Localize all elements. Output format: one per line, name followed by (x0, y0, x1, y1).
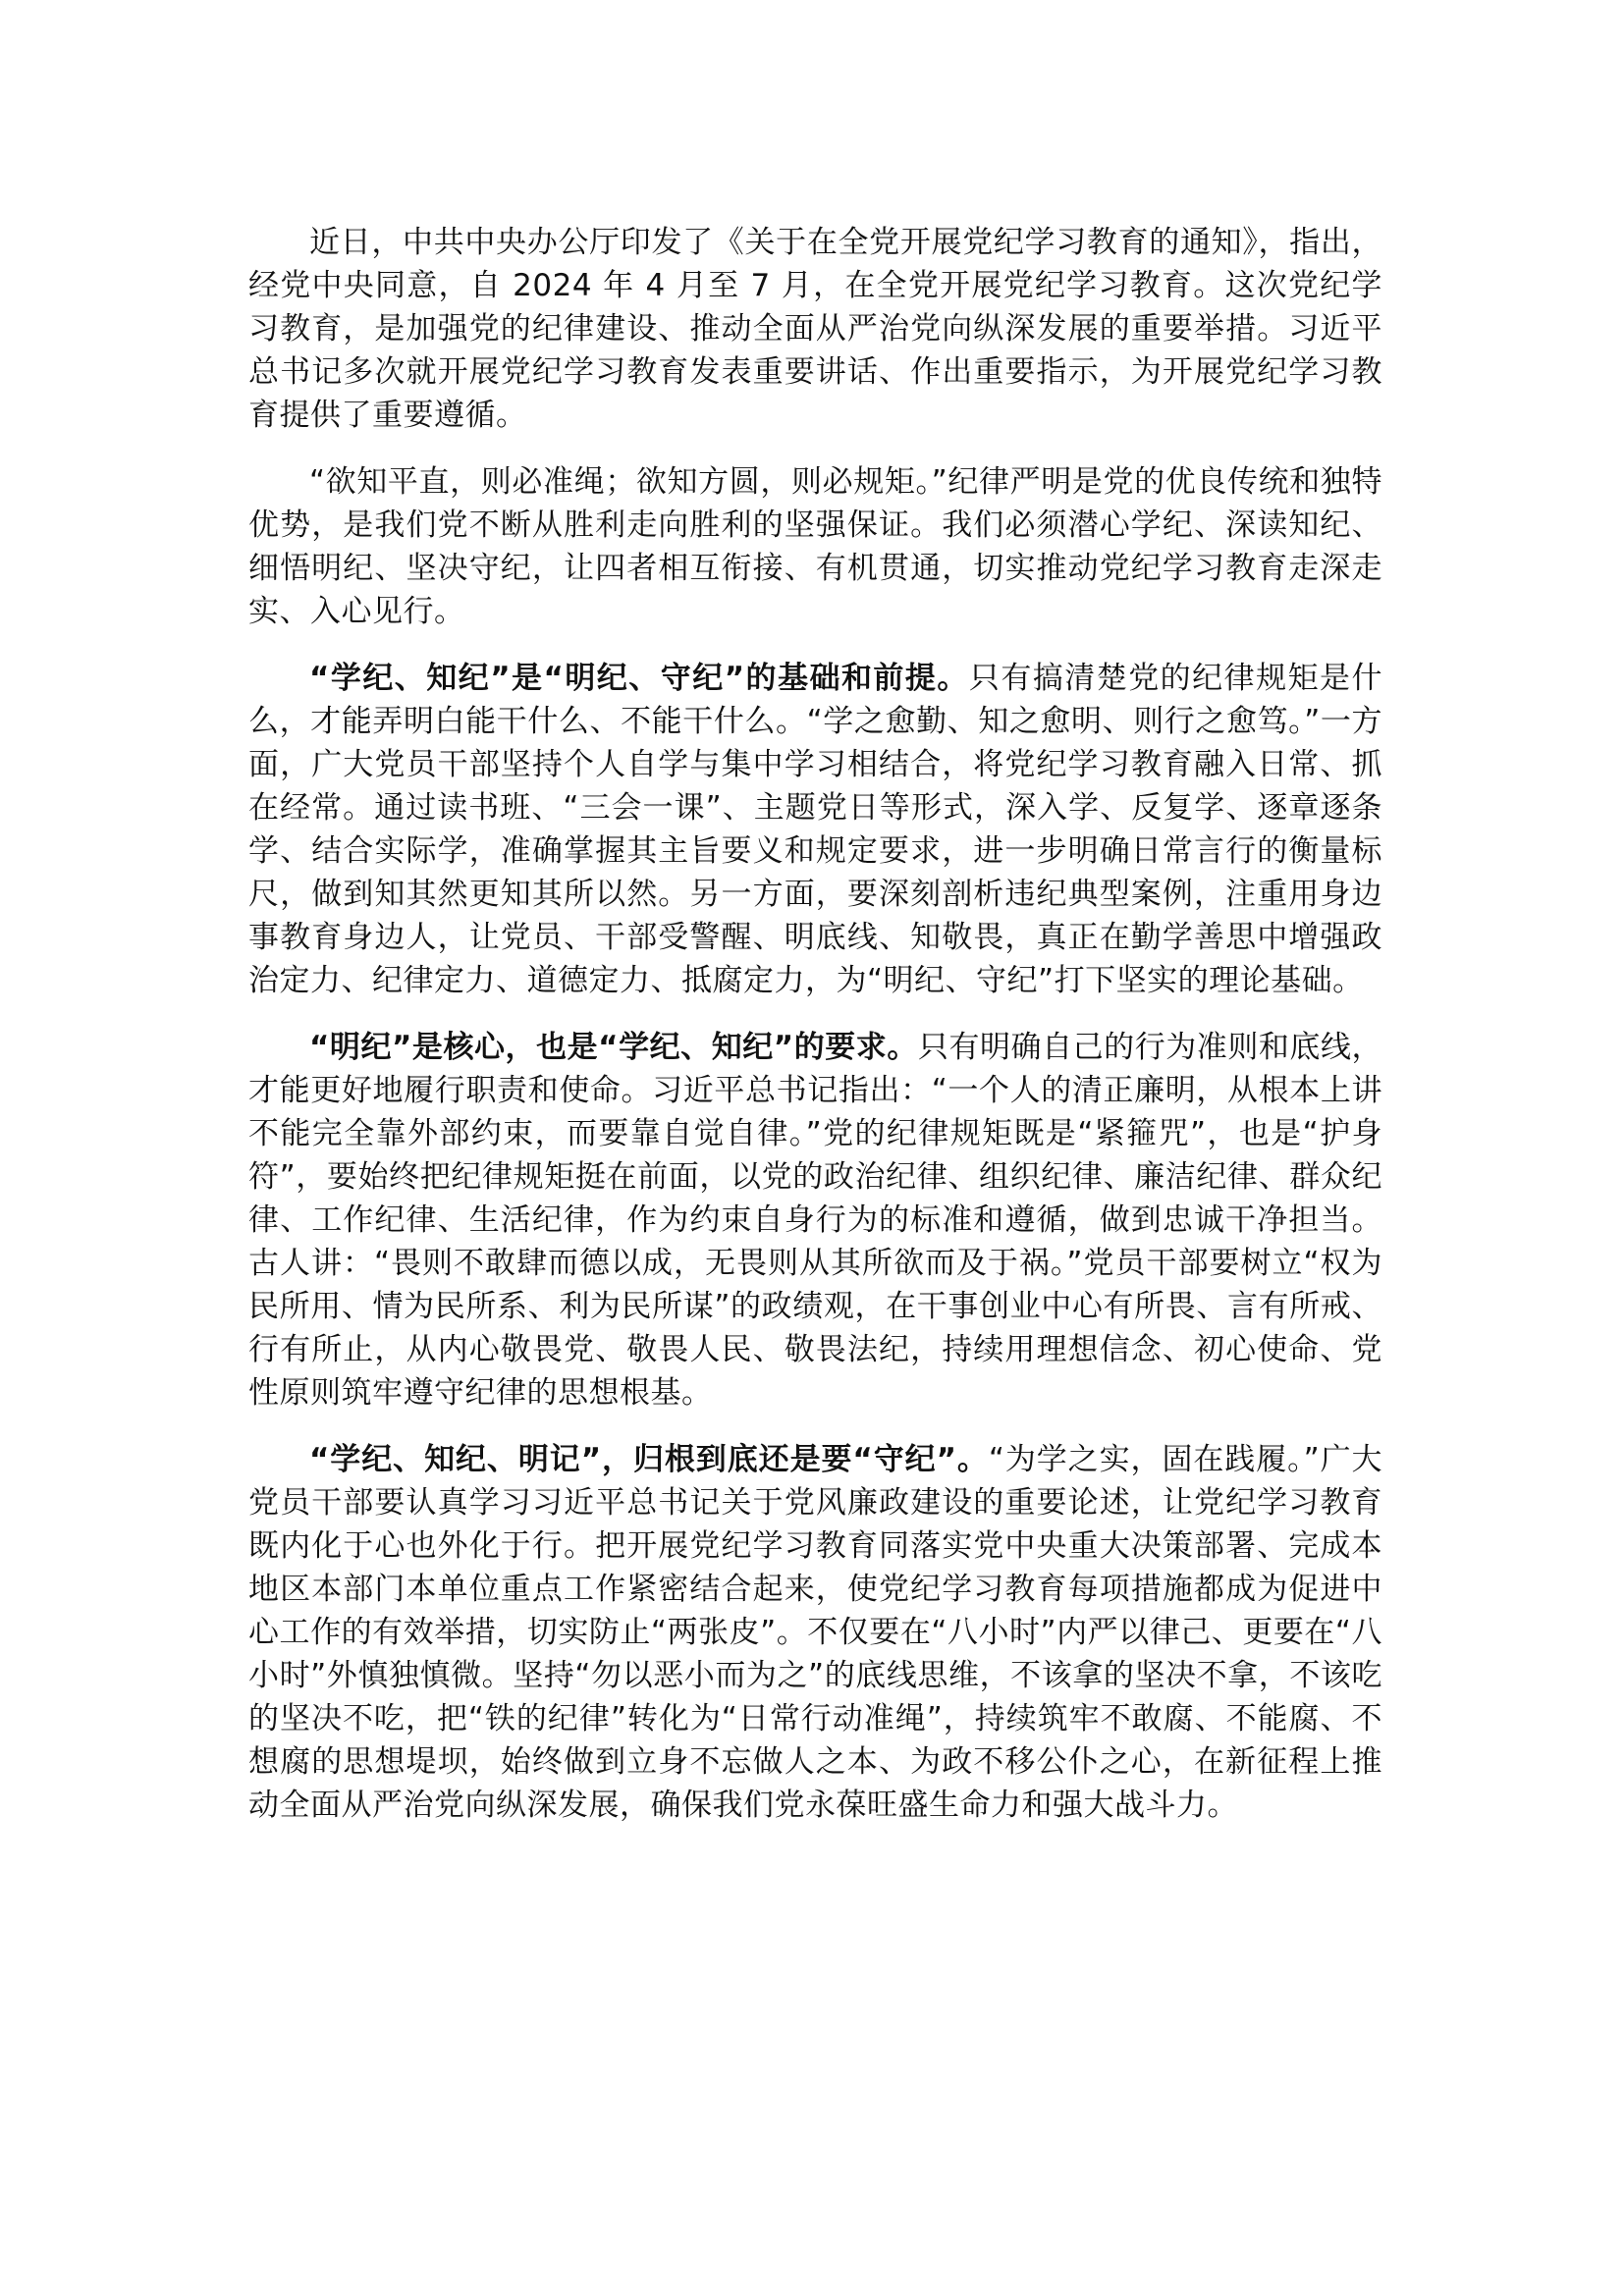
article-body (248, 221, 1382, 1850)
paragraph-3-text: 只有搞清楚党的纪律规矩是什么，才能弄明白能干什么、不能干什么。“学之愈勤、知之愈明、则行之愈笃。”一方面，广大党员干部坚持个人自学与集中学习相结合，将党纪学习教育融入日常、抓在经常。通过读书班、“三会一课”、主题党日等形式，深入学、反复学、逐章逐条学、结合实际学，准确掌握其主旨要义和规定要求，进一步明确日常言行的衡量标尺，做到知其然更知其所以然。另一方面，要深刻剖析违纪典型案例，注重用身边事教育身边人，让党员、干部受警醒、明底线、知敬畏，真正在勤学善思中增强政治定力、纪律定力、道德定力、抵腐定力，为“明纪、守纪”打下坚实的理论基础。 (248, 661, 1383, 998)
paragraph-5 (248, 1438, 1382, 1827)
paragraph-1-text: 近日，中共中央办公厅印发了《关于在全党开展党纪学习教育的通知》，指出，经党中央同意，自 2024 年 4 月至 7 月，在全党开展党纪学习教育。这次党纪学习教育，是加强党的纪律建设、推动全面从严治党向纵深发展的重要举措。习近平总书记多次就开展党纪学习教育发表重要讲话、作出重要指示，为开展党纪学习教育提供了重要遵循。 (248, 225, 1382, 433)
paragraph-5-text: “为学之实，固在践履。”广大党员干部要认真学习习近平总书记关于党风廉政建设的重要论述，让党纪学习教育既内化于心也外化于行。把开展党纪学习教育同落实党中央重大决策部署、完成本地区本部门本单位重点工作紧密结合起来，使党纪学习教育每项措施都成为促进中心工作的有效举措，切实防止“两张皮”。不仅要在“八小时”内严以律己、更要在“八小时”外慎独慎微。坚持“勿以恶小而为之”的底线思维，不该拿的坚决不拿，不该吃的坚决不吃，把“铁的纪律”转化为“日常行动准绳”，持续筑牢不敢腐、不能腐、不想腐的思想堤坝，始终做到立身不忘做人之本、为政不移公仆之心，在新征程上推动全面从严治党向纵深发展，确保我们党永葆旺盛生命力和强大战斗力。 (248, 1442, 1382, 1823)
paragraph-3-lead: “学纪、知纪”是“明纪、守纪”的基础和前提。 (309, 661, 969, 696)
paragraph-4-lead: “明纪”是核心，也是“学纪、知纪”的要求。 (309, 1030, 918, 1065)
paragraph-4-text: 只有明确自己的行为准则和底线，才能更好地履行职责和使命。习近平总书记指出：“一个人的清正廉明，从根本上讲不能完全靠外部约束，而要靠自觉自律。”党的纪律规矩既是“紧箍咒”，也是“护身符”，要始终把纪律规矩挺在前面，以党的政治纪律、组织纪律、廉洁纪律、群众纪律、工作纪律、生活纪律，作为约束自身行为的标准和遵循，做到忠诚干净担当。古人讲：“畏则不敢肆而德以成，无畏则从其所欲而及于祸。”党员干部要树立“权为民所用、情为民所系、利为民所谋”的政绩观，在干事创业中心有所畏、言有所戒、行有所止，从内心敬畏党、敬畏人民、敬畏法纪，持续用理想信念、初心使命、党性原则筑牢遵守纪律的思想根基。 (248, 1030, 1383, 1411)
paragraph-2 (248, 460, 1382, 633)
paragraph-2-text: “欲知平直，则必准绳；欲知方圆，则必规矩。”纪律严明是党的优良传统和独特优势，是我们党不断从胜利走向胜利的坚强保证。我们必须潜心学纪、深读知纪、细悟明纪、坚决守纪，让四者相互衔接、有机贯通，切实推动党纪学习教育走深走实、入心见行。 (248, 464, 1382, 629)
paragraph-3 (248, 657, 1382, 1002)
paragraph-5-lead: “学纪、知纪、明记”，归根到底还是要“守纪”。 (309, 1442, 989, 1477)
paragraph-1 (248, 221, 1382, 437)
paragraph-4 (248, 1026, 1382, 1415)
